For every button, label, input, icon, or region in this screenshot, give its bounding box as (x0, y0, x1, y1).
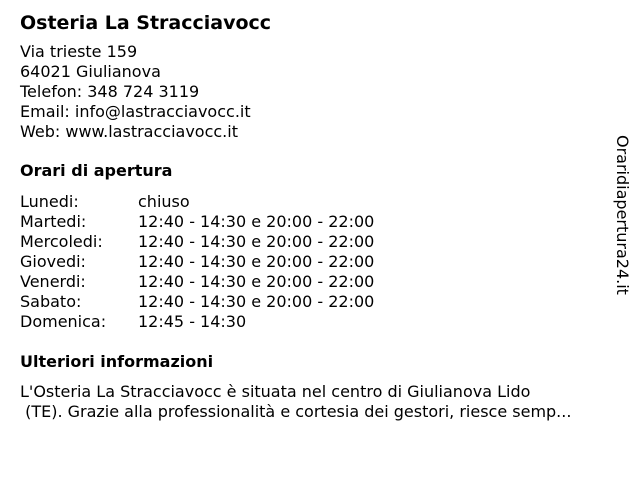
day-label: Domenica: (20, 312, 107, 331)
opening-hours-heading: Orari di apertura (20, 161, 173, 180)
info-line: (TE). Grazie alla professionalità e cortesia dei gestori, riesce semp... (20, 402, 572, 421)
day-hours: 12:40 - 14:30 e 20:00 - 22:00 (138, 252, 375, 271)
info-line: L'Osteria La Stracciavocc è situata nel centro di Giulianova Lido (20, 382, 531, 401)
website: Web: www.lastracciavocc.it (20, 122, 238, 141)
address-city: 64021 Giulianova (20, 62, 161, 81)
day-hours: 12:40 - 14:30 e 20:00 - 22:00 (138, 272, 375, 291)
hours-row-friday (20, 272, 610, 292)
day-hours: 12:45 - 14:30 (138, 312, 247, 331)
day-hours: chiuso (138, 192, 190, 211)
additional-info-text (20, 382, 610, 422)
additional-info-heading: Ulteriori informazioni (20, 352, 214, 371)
phone-number: Telefon: 348 724 3119 (20, 82, 200, 101)
day-label: Mercoledi: (20, 232, 103, 251)
opening-hours-table (20, 192, 610, 332)
contact-info (20, 42, 610, 142)
address-street: Via trieste 159 (20, 42, 138, 61)
day-label: Giovedi: (20, 252, 86, 271)
day-hours: 12:40 - 14:30 e 20:00 - 22:00 (138, 232, 375, 251)
day-hours: 12:40 - 14:30 e 20:00 - 22:00 (138, 292, 375, 311)
hours-row-tuesday (20, 212, 610, 232)
hours-row-saturday (20, 292, 610, 312)
hours-row-monday (20, 192, 610, 212)
day-label: Martedi: (20, 212, 87, 231)
site-brand-label: Oraridiapertura24.it (613, 135, 632, 295)
day-label: Venerdi: (20, 272, 86, 291)
restaurant-name: Osteria La Stracciavocc (20, 12, 272, 34)
hours-row-thursday (20, 252, 610, 272)
restaurant-card (20, 10, 610, 422)
day-hours: 12:40 - 14:30 e 20:00 - 22:00 (138, 212, 375, 231)
hours-row-sunday (20, 312, 610, 332)
email-address: Email: info@lastracciavocc.it (20, 102, 251, 121)
day-label: Lunedi: (20, 192, 79, 211)
day-label: Sabato: (20, 292, 82, 311)
hours-row-wednesday (20, 232, 610, 252)
